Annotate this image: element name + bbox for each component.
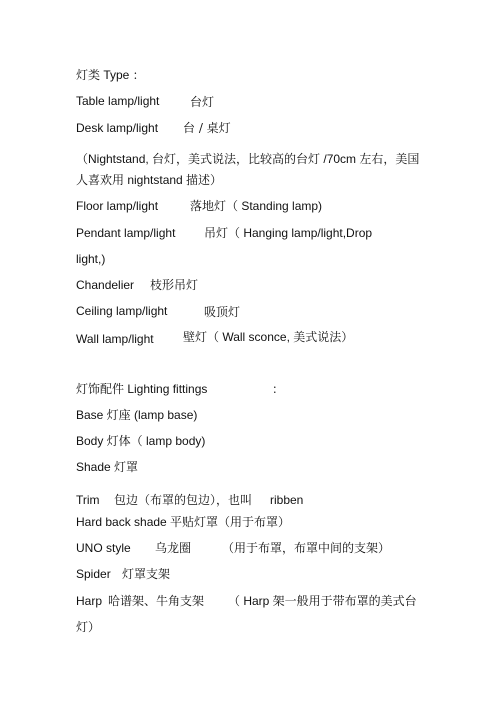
note-nightstand-line1: （Nightstand, 台灯，美式说法，比较高的台灯 /70cm 左右，美国 — [76, 152, 420, 166]
meaning-pendant-lamp-cont: light,) — [76, 252, 106, 266]
term-pendant-lamp: Pendant lamp/light — [76, 226, 176, 240]
section-heading-fittings: 灯饰配件 Lighting fittings — [76, 382, 208, 396]
meaning-table-lamp: 台灯 — [190, 95, 215, 109]
term-spider: Spider — [76, 567, 111, 581]
note-harp: （ Harp 架一般用于带布罩的美式台 — [228, 594, 417, 608]
term-uno-style: UNO style — [76, 541, 131, 555]
term-table-lamp: Table lamp/light — [76, 94, 160, 108]
trim-alt-name: ribben — [270, 493, 304, 507]
section-heading-lamp-types: 灯类 Type ： — [76, 68, 145, 82]
term-harp: Harp — [76, 594, 103, 608]
meaning-spider: 灯罩支架 — [122, 567, 171, 581]
note-nightstand-line2: 人喜欢用 nightstand 描述） — [76, 173, 223, 187]
fitting-hard-back-shade: Hard back shade 平贴灯罩（用于布罩） — [76, 515, 291, 529]
meaning-ceiling-lamp: 吸顶灯 — [204, 305, 241, 319]
term-desk-lamp: Desk lamp/light — [76, 121, 159, 135]
fitting-body: Body 灯体（ lamp body) — [76, 434, 206, 448]
meaning-desk-lamp: 台 / 桌灯 — [183, 121, 231, 135]
meaning-chandelier: 枝形吊灯 — [150, 278, 199, 292]
note-harp-cont: 灯） — [76, 620, 101, 634]
fitting-shade: Shade 灯罩 — [76, 460, 139, 474]
meaning-floor-lamp: 落地灯（ Standing lamp) — [190, 199, 323, 213]
meaning-pendant-lamp: 吊灯（ Hanging lamp/light,Drop — [204, 226, 373, 240]
meaning-uno-style: 乌龙圈 — [155, 541, 192, 555]
term-trim: Trim — [76, 493, 100, 507]
note-uno-style: （用于布罩，布罩中间的支架） — [222, 541, 391, 555]
meaning-trim: 包边（布罩的包边），也叫 — [114, 493, 253, 507]
term-ceiling-lamp: Ceiling lamp/light — [76, 304, 168, 318]
term-chandelier: Chandelier — [76, 278, 135, 292]
fitting-base: Base 灯座 (lamp base) — [76, 408, 198, 422]
meaning-harp: 哈谱架、牛角支架 — [108, 594, 205, 608]
meaning-wall-lamp: 壁灯（ Wall sconce, 美式说法） — [183, 330, 354, 344]
term-floor-lamp: Floor lamp/light — [76, 199, 159, 213]
term-wall-lamp: Wall lamp/light — [76, 332, 154, 346]
section-heading-fittings-colon: ： — [272, 382, 285, 396]
